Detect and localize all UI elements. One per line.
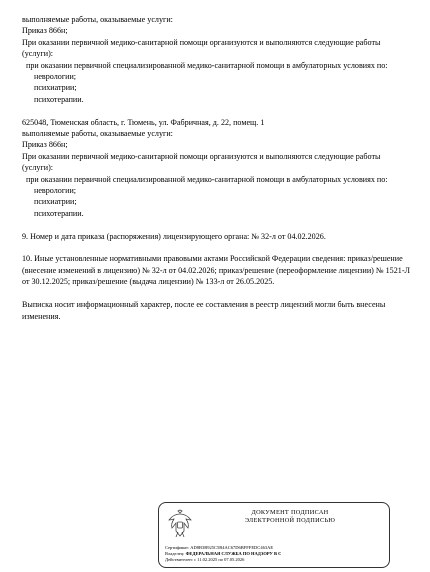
works-label: выполняемые работы, оказываемые услуги:: [22, 15, 173, 24]
disclaimer: Выписка носит информационный характер, после ее составления в реестр лицензий могли быть внесены изменения.: [22, 300, 386, 321]
electronic-signature-stamp: [158, 502, 390, 568]
works-subsection: при оказании первичной специализированной медико-санитарной помощи в амбулаторных условиях по:: [26, 60, 388, 70]
stamp-title: ДОКУМЕНТ ПОДПИСАН ЭЛЕКТРОННОЙ ПОДПИСЬЮ: [244, 509, 336, 524]
other-information: 10. Иные установленные нормативными правовыми актами Российской Федерации сведения: приказ/решение (внесение изменений в лицензию) № 32-л от 04.02.2026; приказ/решение (переоформление лицензии) № 1521-Л от 30.12.2025; приказ/решение (выдача лицензии) № 133-л от 26.05.2025.: [22, 254, 411, 287]
service-item: психотерапии.: [34, 94, 84, 104]
validity-line: Действителен: с 11.02.2025 по 07.05.2026: [165, 557, 245, 562]
service-item: психиатрии;: [34, 83, 77, 93]
order-ref: Приказ 866н;: [22, 26, 68, 36]
service-item: неврологии;: [34, 72, 77, 82]
order-number-date: 9. Номер и дата приказа (распоряжения) лицензирующего органа: № 32-л от 04.02.2026.: [22, 231, 326, 241]
works-subsection: при оказании первичной специализированной медико-санитарной помощи в амбулаторных условиях по:: [26, 174, 388, 184]
works-label: выполняемые работы, оказываемые услуги:: [22, 129, 173, 139]
order-ref: Приказ 866н;: [22, 140, 68, 150]
service-item: психиатрии;: [34, 197, 77, 207]
certificate-line: Сертификат: AD8B3B925C5B4AC67D6BFFFEDC463AE: [165, 545, 274, 550]
service-item: неврологии;: [34, 186, 77, 196]
coat-of-arms-icon: [167, 509, 193, 539]
activity-address: 625048, Тюменская область, г. Тюмень, ул. Фабричная, д. 22, помещ. 1: [22, 117, 265, 127]
works-intro: При оказании первичной медико-санитарной помощи организуются и выполняются следующие работы (услуги):: [22, 151, 381, 173]
works-intro: При оказании первичной медико-санитарной помощи организуются и выполняются следующие работы (услуги):: [22, 37, 381, 59]
owner-line: Владелец: ФЕДЕРАЛЬНАЯ СЛУЖБА ПО НАДЗОРУ В С: [165, 551, 282, 556]
license-extract-document: [22, 14, 412, 322]
service-item: психотерапии.: [34, 208, 84, 218]
